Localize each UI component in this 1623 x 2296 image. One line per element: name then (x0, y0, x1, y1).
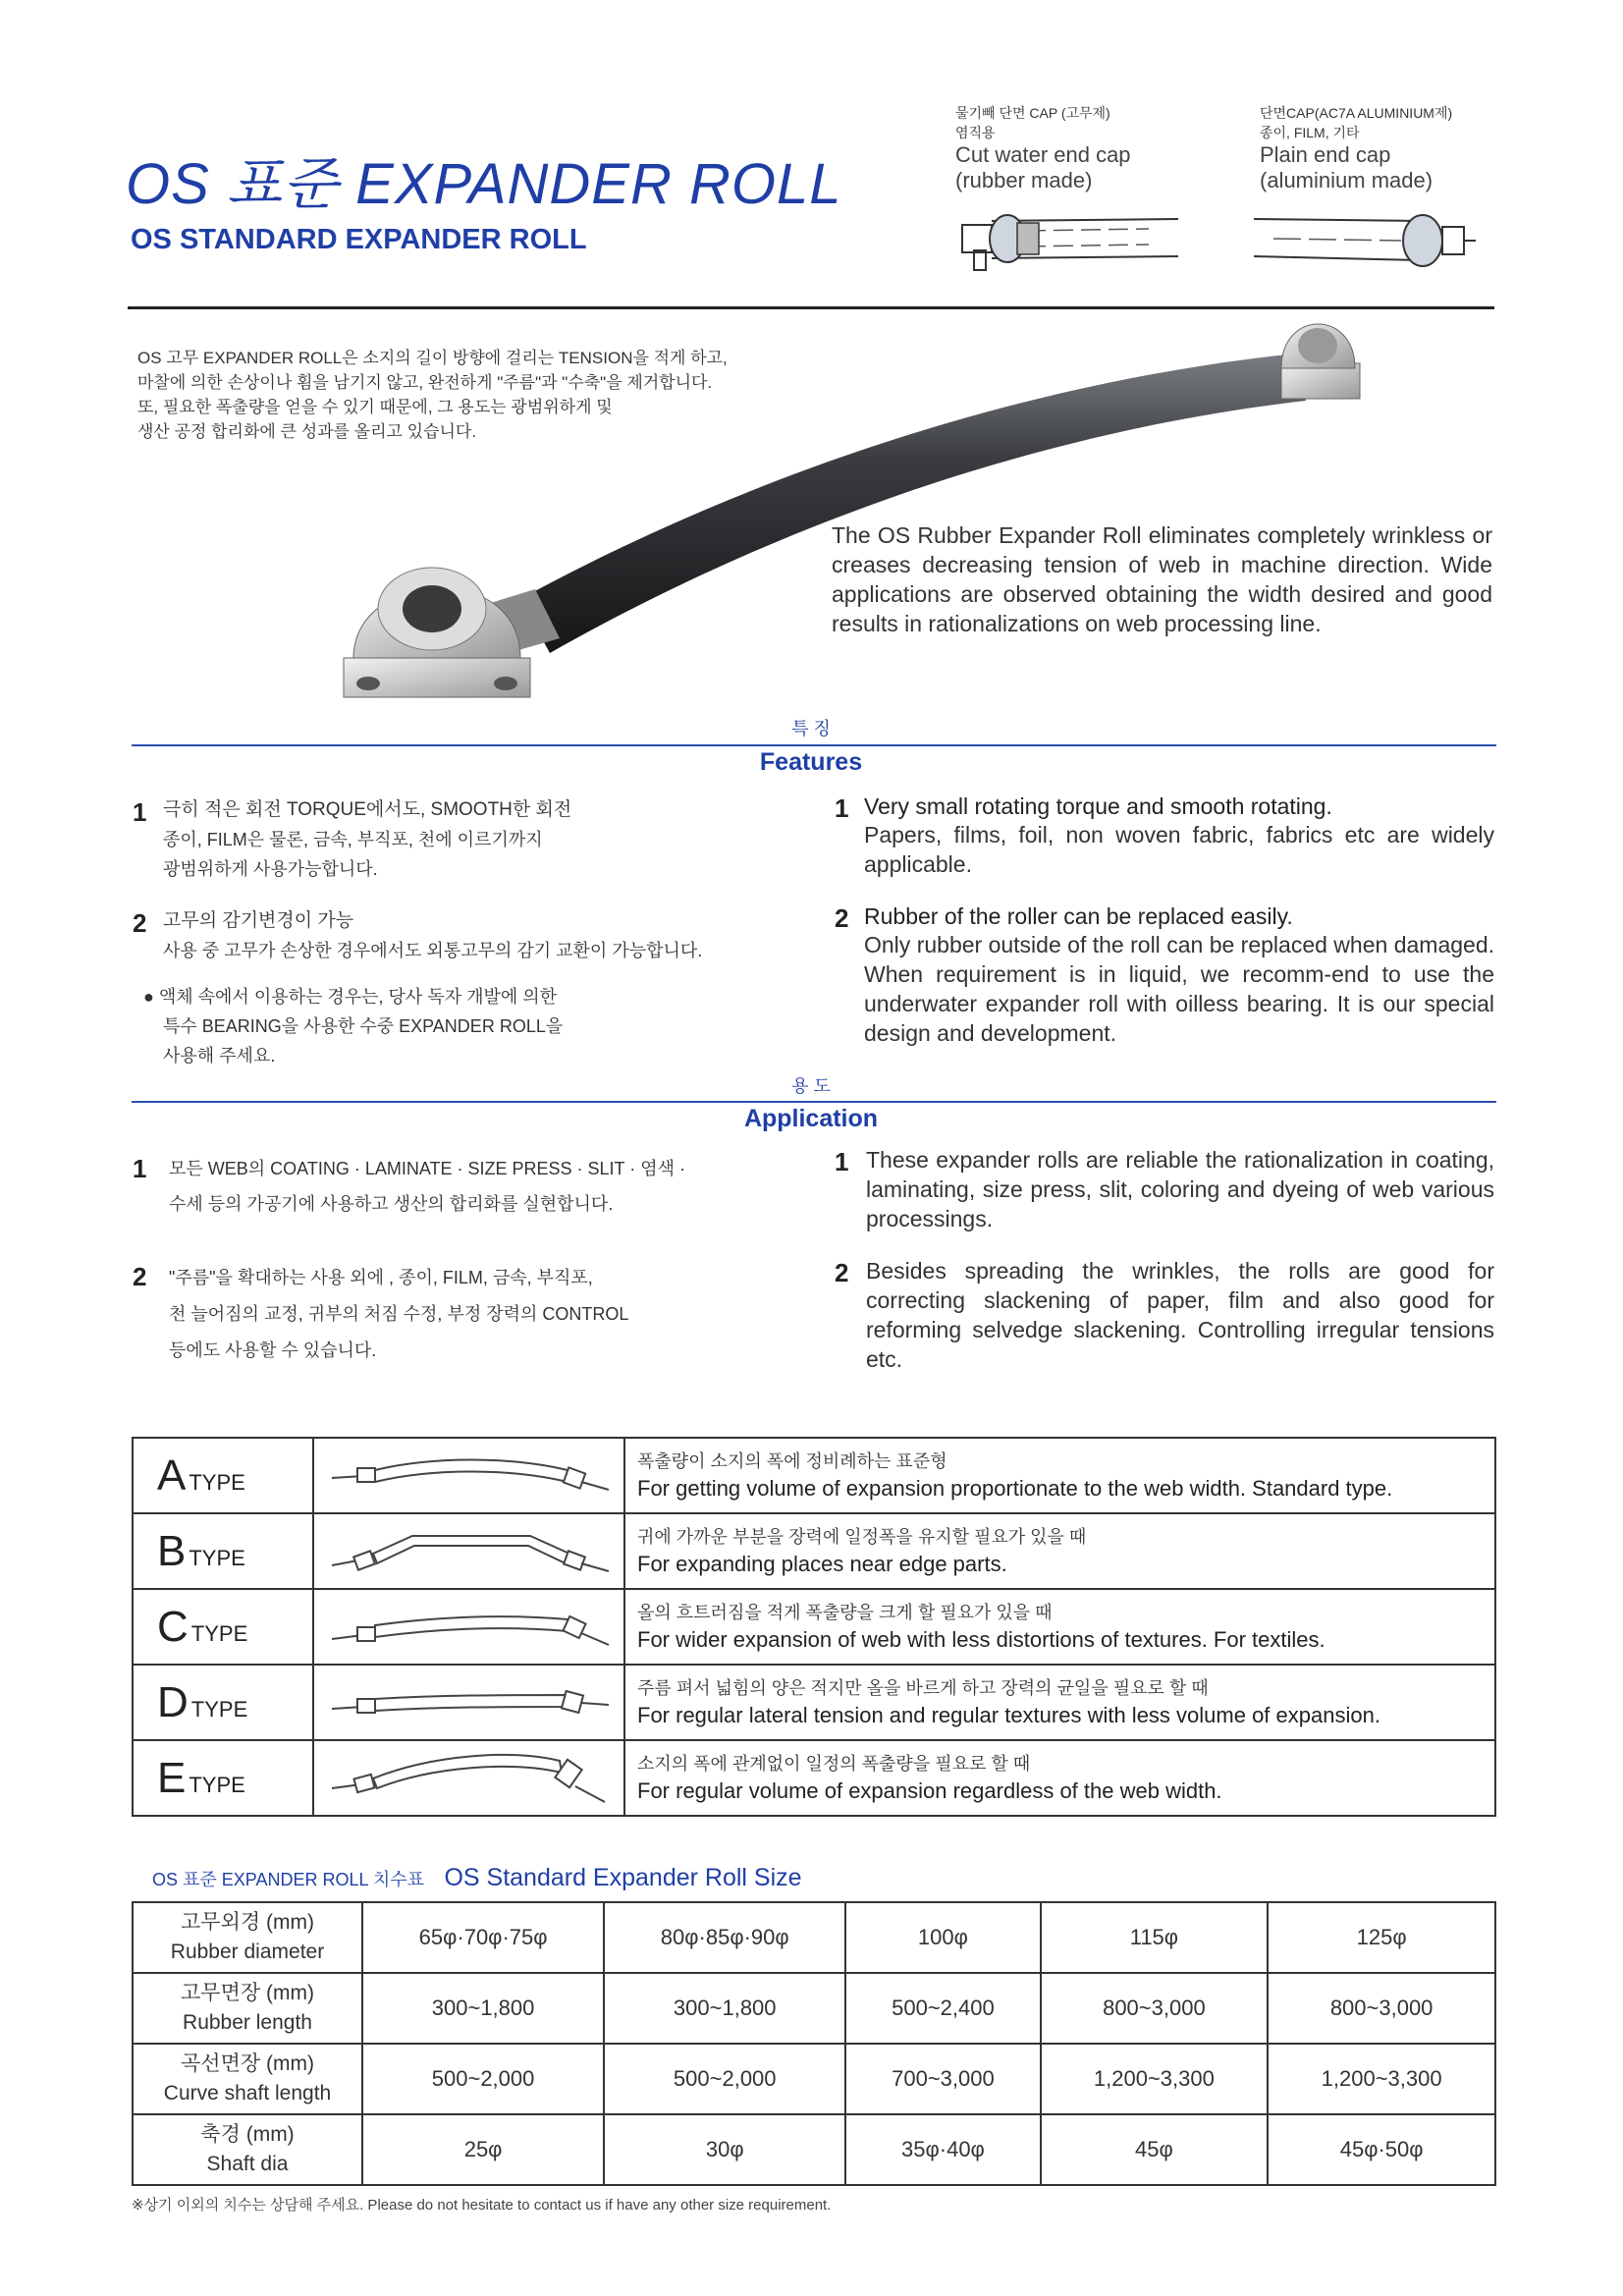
type-a-diagram (313, 1438, 624, 1513)
size-table-caption (152, 1864, 802, 1892)
aluminium-end-cap-drawing (1254, 201, 1480, 280)
feature-en-title: Very small rotating torque and smooth rotating. (864, 793, 1332, 819)
size-cell: 500~2,400 (845, 1973, 1040, 2044)
feature-ko-body: 광범위하게 사용가능합니다. (163, 859, 378, 879)
roll-type-table (132, 1437, 1496, 1817)
type-description (624, 1589, 1495, 1665)
type-en-text: For getting volume of expansion proportionate to the web width. Standard type. (637, 1475, 1393, 1501)
type-word: TYPE (190, 1696, 248, 1722)
type-c-diagram (313, 1589, 624, 1665)
feature-ko-note (143, 982, 811, 1070)
roll-shape-icon (314, 1590, 623, 1659)
type-label (133, 1589, 313, 1665)
size-row-label (133, 1902, 362, 1973)
feature-en-number: 1 (835, 793, 849, 823)
end-cap-en: Plain end cap (1260, 142, 1391, 167)
application-ko-line: "주름"을 확대하는 사용 외에 , 종이, FILM, 금속, 부직포, (169, 1268, 593, 1287)
application-ko-line: 천 늘어짐의 교정, 귀부의 처짐 수정, 부정 장력의 CONTROL (169, 1304, 629, 1324)
application-en-2: Besides spreading the wrinkles, the rolls are good for correcting slackening of paper, film and also good for reforming selvedge slackening. Controlling irregular tensions etc. (866, 1258, 1494, 1372)
end-cap-ko: 염직용 (955, 125, 996, 140)
type-row-e (133, 1740, 1495, 1816)
type-word: TYPE (189, 1545, 245, 1570)
type-ko-text: 폭출량이 소지의 폭에 정비례하는 표준형 (637, 1450, 947, 1471)
end-cap-en: Cut water end cap (955, 142, 1131, 167)
type-ko-text: 귀에 가까운 부분을 장력에 일정폭을 유지할 필요가 있을 때 (637, 1526, 1087, 1547)
size-cell: 65φ·70φ·75φ (362, 1902, 604, 1973)
application-en-1: These expander rolls are reliable the rationalization in coating, laminating, size press, slit, coloring and dyeing of web various processings. (866, 1147, 1494, 1231)
type-word: TYPE (190, 1620, 248, 1646)
feature-note-line: ● 액체 속에서 이용하는 경우는, 당사 독자 개발에 의한 (143, 987, 558, 1007)
feature-en-1 (864, 793, 1494, 879)
application-ko-number: 2 (133, 1262, 147, 1291)
end-cap-aluminium (1260, 103, 1452, 193)
type-label (133, 1740, 313, 1816)
label-ko: 고무외경 (mm) (181, 1911, 314, 1934)
page-subtitle: OS STANDARD EXPANDER ROLL (131, 224, 587, 255)
size-row-rubber-diameter (133, 1902, 1495, 1973)
size-row-rubber-length (133, 1973, 1495, 2044)
application-ko-line: 등에도 사용할 수 있습니다. (169, 1340, 377, 1360)
header-divider (128, 306, 1494, 309)
type-letter: D (157, 1677, 189, 1726)
size-cell: 800~3,000 (1268, 1973, 1495, 2044)
feature-ko-title: 고무의 감기변경이 가능 (163, 910, 354, 931)
roll-shape-icon (314, 1514, 623, 1583)
feature-ko-number: 2 (133, 908, 147, 938)
feature-note-line: 사용해 주세요. (163, 1046, 276, 1066)
size-cell: 80φ·85φ·90φ (604, 1902, 845, 1973)
type-ko-text: 소지의 폭에 관계없이 일정의 폭출량을 필요로 할 때 (637, 1753, 1031, 1774)
type-description (624, 1438, 1495, 1513)
size-cell: 100φ (845, 1902, 1040, 1973)
feature-en-title: Rubber of the roller can be replaced easily. (864, 903, 1293, 929)
roll-shape-icon (314, 1741, 623, 1810)
size-cell: 115φ (1041, 1902, 1269, 1973)
footnote: ※상기 이외의 치수는 상담해 주세요. Please do not hesitate to contact us if have any other size requirement. (132, 2197, 832, 2214)
type-d-diagram (313, 1665, 624, 1740)
type-label (133, 1665, 313, 1740)
application-heading-ko: 용 도 (791, 1076, 831, 1096)
size-cell: 45φ·50φ (1268, 2114, 1495, 2185)
size-cell: 300~1,800 (362, 1973, 604, 2044)
type-en-text: For regular lateral tension and regular textures with less volume of expansion. (637, 1702, 1380, 1727)
type-label (133, 1513, 313, 1589)
intro-english: The OS Rubber Expander Roll eliminates completely wrinkless or creases decreasing tension of web in machine direction. Wide applications are observed obtaining the width desired and good results in rationalizations on web processing line. (832, 522, 1492, 636)
type-letter: B (157, 1526, 187, 1575)
size-row-shaft-dia (133, 2114, 1495, 2185)
type-row-c (133, 1589, 1495, 1665)
feature-en-body: Papers, films, foil, non woven fabric, fabrics etc are widely applicable. (864, 822, 1494, 877)
size-cell: 500~2,000 (604, 2044, 845, 2114)
label-en: Shaft dia (206, 2153, 289, 2175)
roll-shape-icon (314, 1439, 623, 1507)
application-ko-number: 1 (133, 1154, 147, 1183)
type-row-b (133, 1513, 1495, 1589)
features-rule (132, 744, 1496, 746)
type-en-text: For regular volume of expansion regardless of the web width. (637, 1777, 1222, 1803)
end-cap-ko: 물기빼 단면 CAP (고무제) (955, 105, 1110, 121)
type-e-diagram (313, 1740, 624, 1816)
feature-en-2 (864, 903, 1494, 1048)
roll-shape-icon (314, 1666, 623, 1734)
end-cap-ko: 종이, FILM, 기타 (1260, 125, 1360, 140)
application-rule (132, 1101, 1496, 1103)
application-ko-2 (169, 1260, 817, 1369)
application-ko-1 (169, 1151, 817, 1222)
intro-ko-line: 마찰에 의한 손상이나 횜을 남기지 않고, 완전하게 "주름"과 "수축"을 제거합니다. (137, 373, 713, 392)
type-letter: E (157, 1753, 187, 1802)
intro-ko-line: OS 고무 EXPANDER ROLL은 소지의 길이 방향에 걸리는 TENSION을 적게 하고, (137, 349, 728, 367)
feature-ko-body: 사용 중 고무가 손상한 경우에서도 외통고무의 감기 교환이 가능합니다. (163, 941, 703, 960)
type-en-text: For expanding places near edge parts. (637, 1551, 1007, 1576)
size-cell: 45φ (1041, 2114, 1269, 2185)
intro-ko-line: 또, 필요한 폭출량을 얻을 수 있기 때문에, 그 용도는 광범위하게 및 (137, 398, 613, 416)
intro-ko-line: 생산 공정 합리화에 큰 성과를 올리고 있습니다. (137, 422, 477, 441)
size-row-label (133, 1973, 362, 2044)
end-cap-ko: 단면CAP(AC7A ALUMINIUM제) (1260, 105, 1453, 121)
size-cell: 500~2,000 (362, 2044, 604, 2114)
type-description (624, 1513, 1495, 1589)
feature-ko-title: 극히 적은 회전 TORQUE에서도, SMOOTH한 회전 (163, 799, 572, 820)
application-en-number: 2 (835, 1258, 849, 1287)
size-cell: 35φ·40φ (845, 2114, 1040, 2185)
type-description (624, 1740, 1495, 1816)
type-b-diagram (313, 1513, 624, 1589)
label-en: Curve shaft length (163, 2082, 332, 2105)
type-description (624, 1665, 1495, 1740)
feature-ko-number: 1 (133, 797, 147, 827)
feature-ko-body: 종이, FILM은 물론, 금속, 부직포, 천에 이르기까지 (163, 830, 543, 849)
size-cell: 1,200~3,300 (1268, 2044, 1495, 2114)
size-cell: 125φ (1268, 1902, 1495, 1973)
features-heading-en: Features (759, 748, 863, 776)
size-caption-en: OS Standard Expander Roll Size (444, 1864, 802, 1891)
application-ko-line: 수세 등의 가공기에 사용하고 생산의 합리화를 실현합니다. (169, 1194, 614, 1214)
size-row-curve-shaft-length (133, 2044, 1495, 2114)
end-cap-en: (aluminium made) (1260, 168, 1434, 192)
type-row-d (133, 1665, 1495, 1740)
application-en-number: 1 (835, 1147, 849, 1176)
feature-en-number: 2 (835, 903, 849, 933)
size-cell: 30φ (604, 2114, 845, 2185)
feature-ko-1 (163, 795, 772, 884)
application-ko-line: 모든 WEB의 COATING · LAMINATE · SIZE PRESS · SLIT · 염색 · (169, 1159, 685, 1178)
size-cell: 300~1,800 (604, 1973, 845, 2044)
type-en-text: For wider expansion of web with less distortions of textures. For textiles. (637, 1626, 1325, 1652)
intro-korean (137, 346, 923, 444)
feature-en-body: Only rubber outside of the roll can be replaced when damaged. When requirement is in liquid, we recomm-end to use the underwater expander roll with oilless bearing. It is our special design and development. (864, 932, 1494, 1046)
type-word: TYPE (189, 1772, 245, 1797)
size-cell: 25φ (362, 2114, 604, 2185)
label-ko: 곡선면장 (mm) (181, 2052, 314, 2075)
size-cell: 700~3,000 (845, 2044, 1040, 2114)
application-heading-en: Application (743, 1105, 879, 1132)
label-en: Rubber diameter (170, 1941, 325, 1963)
size-cell: 1,200~3,300 (1041, 2044, 1269, 2114)
type-ko-text: 올의 흐트러짐을 적게 폭출량을 크게 할 필요가 있을 때 (637, 1602, 1053, 1622)
rubber-end-cap-drawing (952, 201, 1188, 280)
type-letter: C (157, 1602, 189, 1651)
end-cap-rubber (955, 103, 1131, 193)
type-word: TYPE (189, 1469, 245, 1495)
type-label (133, 1438, 313, 1513)
size-table (132, 1901, 1496, 2186)
label-ko: 축경 (mm) (200, 2123, 295, 2146)
size-cell: 800~3,000 (1041, 1973, 1269, 2044)
type-ko-text: 주름 펴서 넓힘의 양은 적지만 올을 바르게 하고 장력의 균일을 필요로 할 때 (637, 1677, 1209, 1698)
page-title: OS 표준 EXPANDER ROLL (126, 152, 842, 216)
label-ko: 고무면장 (mm) (181, 1982, 314, 2004)
feature-note-line: 특수 BEARING을 사용한 수중 EXPANDER ROLL을 (163, 1016, 564, 1036)
type-letter: A (157, 1450, 187, 1500)
size-row-label (133, 2114, 362, 2185)
label-en: Rubber length (183, 2011, 312, 2034)
type-row-a (133, 1438, 1495, 1513)
size-caption-ko: OS 표준 EXPANDER ROLL 치수표 (152, 1870, 424, 1889)
end-cap-en: (rubber made) (955, 168, 1093, 192)
feature-ko-2 (163, 906, 831, 965)
features-heading-ko: 특 징 (791, 719, 831, 738)
size-row-label (133, 2044, 362, 2114)
